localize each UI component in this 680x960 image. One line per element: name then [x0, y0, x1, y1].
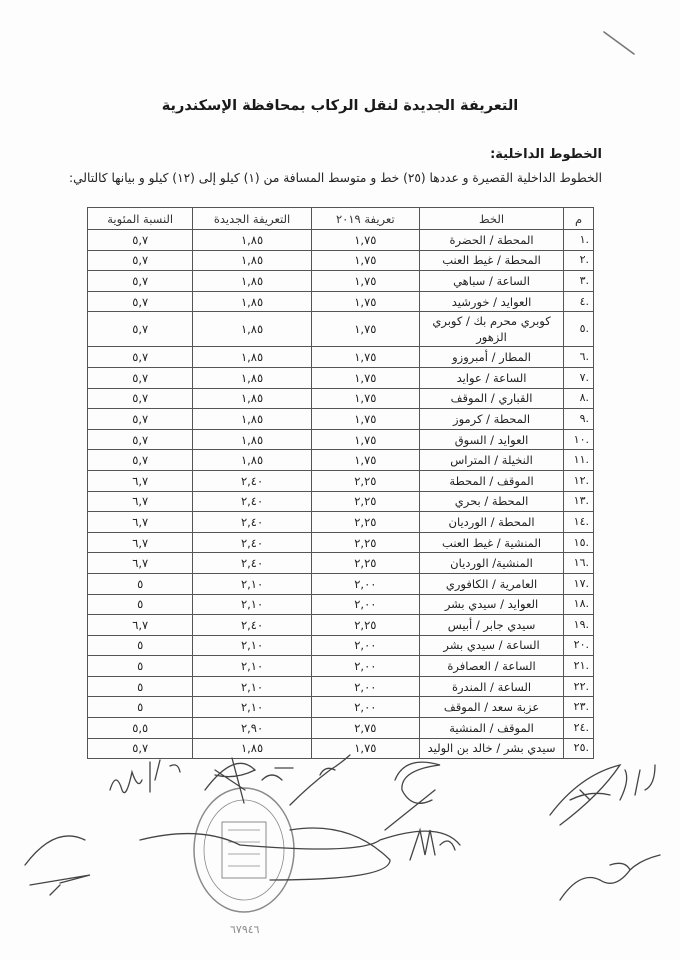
row-route: المحطة / الحضرة — [419, 230, 563, 251]
row-route: المنشية/ الورديان — [419, 553, 563, 574]
row-number: .٧ — [564, 367, 594, 388]
row-new-fare: ٢,٤٠ — [193, 512, 311, 533]
row-new-fare: ٢,١٠ — [193, 573, 311, 594]
row-route: سيدي جابر / أبيس — [419, 615, 563, 636]
row-number: .٤ — [564, 291, 594, 312]
row-number: .٨ — [564, 388, 594, 409]
row-number: .٢١ — [564, 656, 594, 677]
row-new-fare: ٢,١٠ — [193, 656, 311, 677]
row-number: .٥ — [564, 312, 594, 347]
row-number: .٢٠ — [564, 635, 594, 656]
row-fare-2019: ٢,٠٠ — [311, 635, 419, 656]
row-fare-2019: ٢,٢٥ — [311, 532, 419, 553]
row-new-fare: ١,٨٥ — [193, 738, 311, 759]
row-percentage: ٥ — [88, 573, 193, 594]
row-fare-2019: ٢,٢٥ — [311, 512, 419, 533]
row-number: .٢٤ — [564, 718, 594, 739]
row-number: .١٣ — [564, 491, 594, 512]
row-route: المحطة / بحري — [419, 491, 563, 512]
table-row — [88, 291, 594, 312]
row-route: العوايد / خورشيد — [419, 291, 563, 312]
row-fare-2019: ٢,٠٠ — [311, 656, 419, 677]
row-route: النخيلة / المتراس — [419, 450, 563, 471]
pen-stroke-mark — [600, 28, 640, 58]
row-number: .١٢ — [564, 470, 594, 491]
row-percentage: ٥,٧ — [88, 271, 193, 292]
row-number: .١٦ — [564, 553, 594, 574]
row-fare-2019: ٢,٠٠ — [311, 697, 419, 718]
row-new-fare: ١,٨٥ — [193, 388, 311, 409]
row-percentage: ٥ — [88, 697, 193, 718]
row-percentage: ٥ — [88, 594, 193, 615]
row-percentage: ٦,٧ — [88, 491, 193, 512]
table-row — [88, 230, 594, 251]
header-new-fare: التعريفة الجديدة — [193, 208, 311, 230]
row-route: الساعة / سيدي بشر — [419, 635, 563, 656]
row-new-fare: ٢,١٠ — [193, 594, 311, 615]
row-new-fare: ٢,٤٠ — [193, 532, 311, 553]
row-percentage: ٦,٧ — [88, 615, 193, 636]
official-stamp — [194, 788, 294, 912]
table-row — [88, 573, 594, 594]
row-new-fare: ٢,٤٠ — [193, 491, 311, 512]
row-new-fare: ٢,٤٠ — [193, 615, 311, 636]
table-row — [88, 347, 594, 368]
row-fare-2019: ١,٧٥ — [311, 738, 419, 759]
row-fare-2019: ٢,٠٠ — [311, 594, 419, 615]
table-row — [88, 594, 594, 615]
row-percentage: ٦,٧ — [88, 553, 193, 574]
row-number: .٢٢ — [564, 676, 594, 697]
row-fare-2019: ١,٧٥ — [311, 312, 419, 347]
row-number: .٢ — [564, 250, 594, 271]
row-new-fare: ٢,١٠ — [193, 697, 311, 718]
row-route: المحطة / غيط العنب — [419, 250, 563, 271]
row-new-fare: ١,٨٥ — [193, 367, 311, 388]
row-new-fare: ١,٨٥ — [193, 409, 311, 430]
row-fare-2019: ٢,٧٥ — [311, 718, 419, 739]
row-route: المحطة / كرموز — [419, 409, 563, 430]
row-number: .٢٣ — [564, 697, 594, 718]
row-new-fare: ٢,١٠ — [193, 676, 311, 697]
table-row — [88, 409, 594, 430]
row-new-fare: ٢,٤٠ — [193, 470, 311, 491]
row-number: .٢٥ — [564, 738, 594, 759]
table-row — [88, 532, 594, 553]
row-number: .١١ — [564, 450, 594, 471]
row-route: المطار / أمبروزو — [419, 347, 563, 368]
row-percentage: ٥,٧ — [88, 738, 193, 759]
row-percentage: ٥,٧ — [88, 367, 193, 388]
row-new-fare: ١,٨٥ — [193, 429, 311, 450]
table-row — [88, 429, 594, 450]
row-percentage: ٥,٧ — [88, 409, 193, 430]
row-percentage: ٥,٧ — [88, 291, 193, 312]
row-route: الموقف / المنشية — [419, 718, 563, 739]
row-number: .١٧ — [564, 573, 594, 594]
row-fare-2019: ٢,٢٥ — [311, 553, 419, 574]
table-row — [88, 388, 594, 409]
row-new-fare: ١,٨٥ — [193, 450, 311, 471]
table-row — [88, 250, 594, 271]
row-route: الساعة / سباهي — [419, 271, 563, 292]
table-row — [88, 553, 594, 574]
row-number: .١٨ — [564, 594, 594, 615]
row-percentage: ٦,٧ — [88, 512, 193, 533]
row-route: الساعة / المندرة — [419, 676, 563, 697]
row-percentage: ٥,٧ — [88, 347, 193, 368]
row-route: العامرية / الكافوري — [419, 573, 563, 594]
table-row — [88, 367, 594, 388]
row-fare-2019: ٢,٠٠ — [311, 573, 419, 594]
table-row — [88, 656, 594, 677]
row-route: الموقف / المحطة — [419, 470, 563, 491]
fares-table — [87, 207, 594, 759]
intro-paragraph: الخطوط الداخلية القصيرة و عددها (٢٥) خط و متوسط المسافة من (١) كيلو إلى (١٢) كيلو و بيانها كالتالي: — [69, 171, 602, 185]
row-number: .١٤ — [564, 512, 594, 533]
header-fare-2019: تعريفة ٢٠١٩ — [311, 208, 419, 230]
row-fare-2019: ١,٧٥ — [311, 450, 419, 471]
row-route: الساعة / العصافرة — [419, 656, 563, 677]
row-route: العوايد / السوق — [419, 429, 563, 450]
table-row — [88, 718, 594, 739]
table-row — [88, 697, 594, 718]
row-route: سيدي بشر / خالد بن الوليد — [419, 738, 563, 759]
row-new-fare: ١,٨٥ — [193, 347, 311, 368]
row-fare-2019: ١,٧٥ — [311, 250, 419, 271]
table-row — [88, 491, 594, 512]
table-row — [88, 635, 594, 656]
row-route: الساعة / عوايد — [419, 367, 563, 388]
row-new-fare: ١,٨٥ — [193, 291, 311, 312]
row-fare-2019: ١,٧٥ — [311, 291, 419, 312]
row-number: .١ — [564, 230, 594, 251]
document-title: التعريفة الجديدة لنقل الركاب بمحافظة الإسكندرية — [161, 98, 519, 114]
table-row — [88, 450, 594, 471]
row-route: كوبري محرم بك / كوبري الزهور — [419, 312, 563, 347]
row-route: عزبة سعد / الموقف — [419, 697, 563, 718]
row-fare-2019: ٢,٢٥ — [311, 615, 419, 636]
table-row — [88, 470, 594, 491]
row-fare-2019: ١,٧٥ — [311, 429, 419, 450]
signatures-area — [0, 750, 680, 960]
row-percentage: ٥,٧ — [88, 450, 193, 471]
row-percentage: ٥,٧ — [88, 312, 193, 347]
row-number: .٣ — [564, 271, 594, 292]
row-percentage: ٦,٧ — [88, 470, 193, 491]
row-new-fare: ٢,١٠ — [193, 635, 311, 656]
row-percentage: ٥,٧ — [88, 230, 193, 251]
row-number: .٩ — [564, 409, 594, 430]
row-route: العوايد / سيدي بشر — [419, 594, 563, 615]
table-row — [88, 615, 594, 636]
row-percentage: ٥,٥ — [88, 718, 193, 739]
row-new-fare: ١,٨٥ — [193, 312, 311, 347]
row-fare-2019: ٢,٢٥ — [311, 470, 419, 491]
row-percentage: ٦,٧ — [88, 532, 193, 553]
header-route: الخط — [419, 208, 563, 230]
header-number: م — [564, 208, 594, 230]
section-heading: الخطوط الداخلية: — [490, 147, 602, 162]
row-new-fare: ٢,٤٠ — [193, 553, 311, 574]
row-percentage: ٥,٧ — [88, 250, 193, 271]
row-fare-2019: ١,٧٥ — [311, 230, 419, 251]
row-route: القباري / الموقف — [419, 388, 563, 409]
row-number: .٦ — [564, 347, 594, 368]
header-percentage: النسبة المئوية — [88, 208, 193, 230]
row-fare-2019: ٢,٠٠ — [311, 676, 419, 697]
table-header-row — [88, 208, 594, 230]
row-route: المحطة / الورديان — [419, 512, 563, 533]
table-row — [88, 676, 594, 697]
row-percentage: ٥,٧ — [88, 429, 193, 450]
row-number: .١٠ — [564, 429, 594, 450]
row-percentage: ٥ — [88, 635, 193, 656]
stamp-number: ٦٧٩٤٦ — [230, 923, 260, 936]
row-new-fare: ١,٨٥ — [193, 271, 311, 292]
table-body — [88, 230, 594, 759]
row-percentage: ٥,٧ — [88, 388, 193, 409]
row-new-fare: ١,٨٥ — [193, 230, 311, 251]
table-row — [88, 512, 594, 533]
row-number: .١٥ — [564, 532, 594, 553]
row-fare-2019: ١,٧٥ — [311, 388, 419, 409]
row-new-fare: ١,٨٥ — [193, 250, 311, 271]
row-fare-2019: ٢,٢٥ — [311, 491, 419, 512]
table-row — [88, 312, 594, 347]
row-fare-2019: ١,٧٥ — [311, 367, 419, 388]
row-number: .١٩ — [564, 615, 594, 636]
row-fare-2019: ١,٧٥ — [311, 347, 419, 368]
row-fare-2019: ١,٧٥ — [311, 409, 419, 430]
row-percentage: ٥ — [88, 676, 193, 697]
row-fare-2019: ١,٧٥ — [311, 271, 419, 292]
row-percentage: ٥ — [88, 656, 193, 677]
table-row — [88, 271, 594, 292]
row-new-fare: ٢,٩٠ — [193, 718, 311, 739]
handwritten-signatures — [25, 755, 660, 900]
row-route: المنشية / غيط العنب — [419, 532, 563, 553]
